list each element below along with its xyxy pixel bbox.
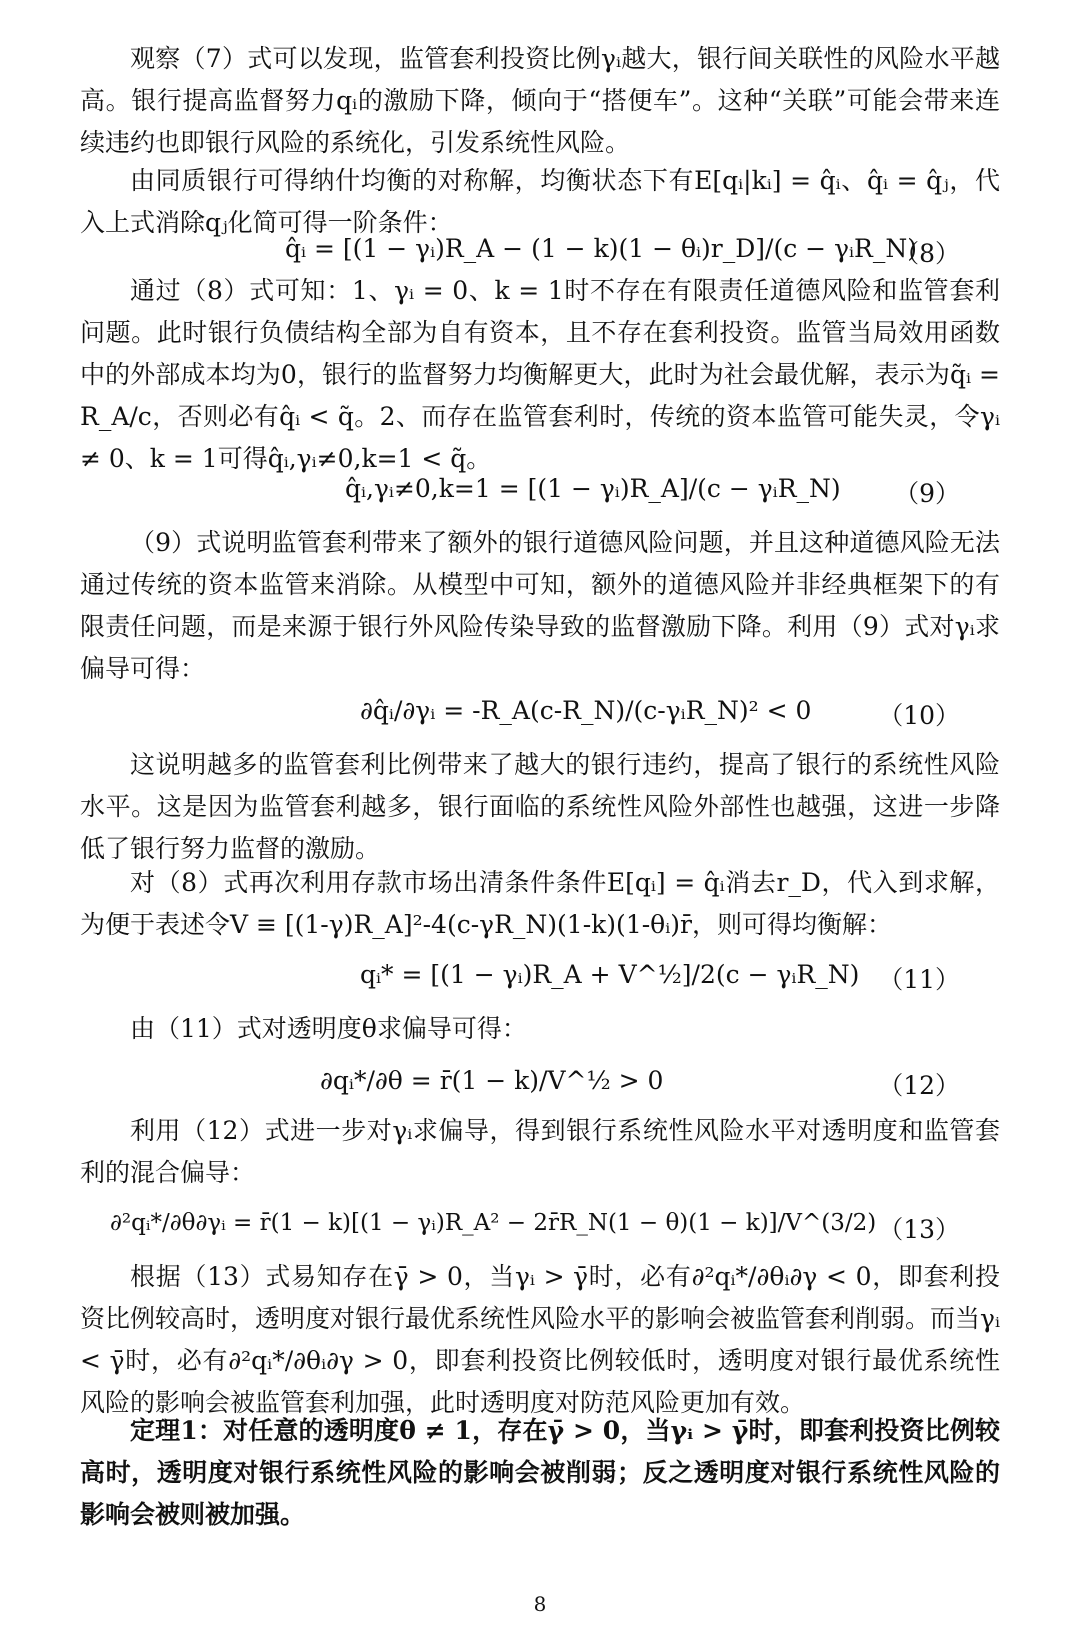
paragraph-conclusion: 根据（13）式易知存在γ̄ > 0，当γᵢ > γ̄时，必有∂²qᵢ*/∂θᵢ∂γ < 0，即套利投资比例较高时，透明度对银行最优系统性风险水平的影响会被监管套利削弱。而当γᵢ < γ̄时，必有∂²qᵢ*/∂θᵢ∂γ > 0，即套利投资比例较低时，透明度对银行最优系统性风险的影响会被监管套利加强，此时透明度对防范风险更加有效。 <box>80 1262 1000 1417</box>
equation-11 <box>80 954 1000 998</box>
equation-formula: qᵢ* = [(1 − γᵢ)R_A + V^½]/2(c − γᵢR_N) <box>360 960 860 989</box>
equation-9 <box>80 468 1000 512</box>
paragraph-regulatory-arbitrage: 这说明越多的监管套利比例带来了越大的银行违约，提高了银行的系统性风险水平。这是因为监管套利越多，银行面临的系统性风险外部性也越强，这进一步降低了银行努力监督的激励。 <box>80 750 1000 863</box>
equation-formula: q̂ᵢ = [(1 − γᵢ)R_A − (1 − k)(1 − θᵢ)r_D]/(c − γᵢR_N) <box>285 234 917 263</box>
equation-number: （10） <box>878 701 960 730</box>
paragraph-symmetric-equilibrium: 由同质银行可得纳什均衡的对称解，均衡状态下有E[qᵢ|kᵢ] = q̂ᵢ、q̂ᵢ = q̂ⱼ，代入上式消除qⱼ化简可得一阶条件： <box>80 166 1000 237</box>
paragraph-observation: 观察（7）式可以发现，监管套利投资比例γᵢ越大，银行间关联性的风险水平越高。银行提高监督努力qᵢ的激励下降，倾向于“搭便车”。这种“关联”可能会带来连续违约也即银行风险的系统化，引发系统性风险。 <box>80 44 1000 157</box>
paragraph-transparency-derivative: 由（11）式对透明度θ求偏导可得： <box>130 1014 527 1043</box>
paragraph-moral-hazard: （9）式说明监管套利带来了额外的银行道德风险问题，并且这种道德风险无法通过传统的资本监管来消除。从模型中可知，额外的道德风险并非经典框架下的有限责任问题，而是来源于银行外风险传染导致的监督激励下降。利用（9）式对γᵢ求偏导可得： <box>80 528 1000 683</box>
paragraph-analysis-8: 通过（8）式可知：1、γᵢ = 0、k = 1时不存在有限责任道德风险和监管套利问题。此时银行负债结构全部为自有资本，且不存在套利投资。监管当局效用函数中的外部成本均为0，银行的监督努力均衡解更大，此时为社会最优解，表示为q̃ᵢ = R_A/c，否则必有q̂ᵢ < q̃。2、而存在监管套利时，传统的资本监管可能失灵，令γᵢ ≠ 0、k = 1可得q̂ᵢ,γᵢ≠0,k=1 < q̃。 <box>80 276 1000 473</box>
equation-number: （9） <box>894 479 960 508</box>
equation-12 <box>80 1060 1000 1104</box>
equation-number: （11） <box>878 965 960 994</box>
theorem-1: 定理1：对任意的透明度θ ≠ 1，存在γ̄ > 0，当γᵢ > γ̄时，即套利投资比例较高时，透明度对银行系统性风险的影响会被削弱；反之透明度对银行系统性风险的影响会被则被加强。 <box>80 1416 1000 1529</box>
equation-10 <box>80 690 1000 734</box>
paragraph-mixed-derivative: 利用（12）式进一步对γᵢ求偏导，得到银行系统性风险水平对透明度和监管套利的混合偏导： <box>80 1116 1000 1187</box>
page-number: 8 <box>533 1592 547 1616</box>
equation-formula: ∂qᵢ*/∂θ = r̄(1 − k)/V^½ > 0 <box>320 1066 664 1095</box>
paragraph-deposit-market: 对（8）式再次利用存款市场出清条件条件E[qᵢ] = q̂ᵢ消去r_D，代入到求解，为便于表述令V ≡ [(1-γ)R_A]²-4(c-γR_N)(1-k)(1-θᵢ)r̄，则可得均衡解： <box>80 868 1000 939</box>
equation-number: （12） <box>878 1071 960 1100</box>
equation-8 <box>80 228 1000 272</box>
equation-formula: ∂²qᵢ*/∂θ∂γᵢ = r̄(1 − k)[(1 − γᵢ)R_A² − 2r̄R_N(1 − θ)(1 − k)]/V^(3/2) <box>110 1210 877 1236</box>
equation-number: （13） <box>878 1215 960 1244</box>
equation-formula: ∂q̂ᵢ/∂γᵢ = -R_A(c-R_N)/(c-γᵢR_N)² < 0 <box>360 696 812 725</box>
equation-formula: q̂ᵢ,γᵢ≠0,k=1 = [(1 − γᵢ)R_A]/(c − γᵢR_N) <box>345 474 841 503</box>
equation-number: （8） <box>894 239 960 268</box>
equation-13 <box>80 1204 1000 1248</box>
